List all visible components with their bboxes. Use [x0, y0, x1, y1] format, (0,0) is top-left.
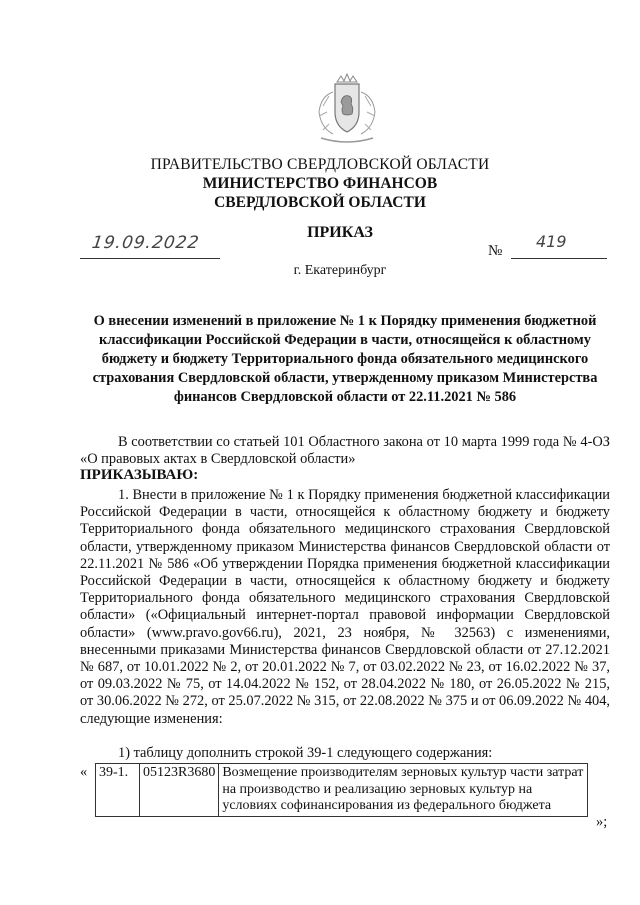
order-word: ПРИКАЗЫВАЮ: [80, 467, 199, 483]
description-cell: Возмещение производителям зерновых культур части затрат на производство и реализацию зерновых культур на условиях софинансирования из федерального бюджета [219, 764, 588, 817]
organization-header [0, 155, 640, 212]
coat-of-arms-icon [299, 72, 395, 152]
ministry-name-line1: МИНИСТЕРСТВО ФИНАНСОВ [202, 175, 438, 192]
document-heading: О внесении изменений в приложение № 1 к Порядку применения бюджетной классификации Российской Федерации в части, относящейся к областному бюджету и бюджету Территориального фонда обязательного медицинского страхования Свердловской области, утвержденному приказом Министерства финансов Свердловской области от 22.11.2021 № 586 [92, 313, 598, 405]
row-number-cell: 39-1. [96, 764, 140, 817]
table-row [96, 764, 588, 817]
inserted-table [95, 763, 588, 817]
table-close-quote: »; [596, 814, 608, 830]
subitem-1: 1) таблицу дополнить строкой 39-1 следующего содержания: [118, 745, 493, 761]
number-sign: № [488, 243, 503, 259]
date-underline [80, 258, 220, 259]
code-cell: 05123R3680 [140, 764, 219, 817]
item-1-paragraph: 1. Внести в приложение № 1 к Порядку применения бюджетной классификации Российской Федерации в части, относящейся к областному бюджету и бюджету Территориального фонда обязательного медицинского страхования Свердловской области, утвержденному приказом Министерства финансов Свердловской области от 22.11.2021 № 586 «Об утверждении Порядка применения бюджетной классификации Российской Федерации в части, относящейся к областному бюджету и бюджету Территориального фонда обязательного медицинского страхования Свердловской области» («Официальный интернет-портал правовой информации Свердловской области» (www.pravo.gov66.ru), 2021, 23 ноября, № 32563) с изменениями, внесенными приказами Министерства финансов Свердловской области от 27.12.2021 № 687, от 10.01.2022 № 2, от 20.01.2022 № 7, от 03.02.2022 № 23, от 16.02.2022 № 37, от 09.03.2022 № 75, от 14.04.2022 № 152, от 28.04.2022 № 180, от 26.05.2022 № 215, от 30.06.2022 № 272, от 25.07.2022 № 315, от 22.08.2022 № 375 и от 06.09.2022 № 404, следующие изменения: [80, 487, 610, 727]
handwritten-date: 19.09.2022 [90, 233, 201, 253]
number-underline [511, 258, 607, 259]
city: г. Екатеринбург [293, 263, 387, 278]
handwritten-number: 419 [536, 232, 567, 251]
preamble-paragraph: В соответствии со статьей 101 Областного закона от 10 марта 1999 года № 4-ОЗ «О правовых актах в Свердловской области» [80, 434, 610, 468]
table-open-quote: « [80, 764, 88, 780]
ministry-name-line2: СВЕРДЛОВСКОЙ ОБЛАСТИ [214, 194, 426, 211]
government-name: ПРАВИТЕЛЬСТВО СВЕРДЛОВСКОЙ ОБЛАСТИ [150, 156, 490, 173]
document-type: ПРИКАЗ [307, 224, 373, 241]
